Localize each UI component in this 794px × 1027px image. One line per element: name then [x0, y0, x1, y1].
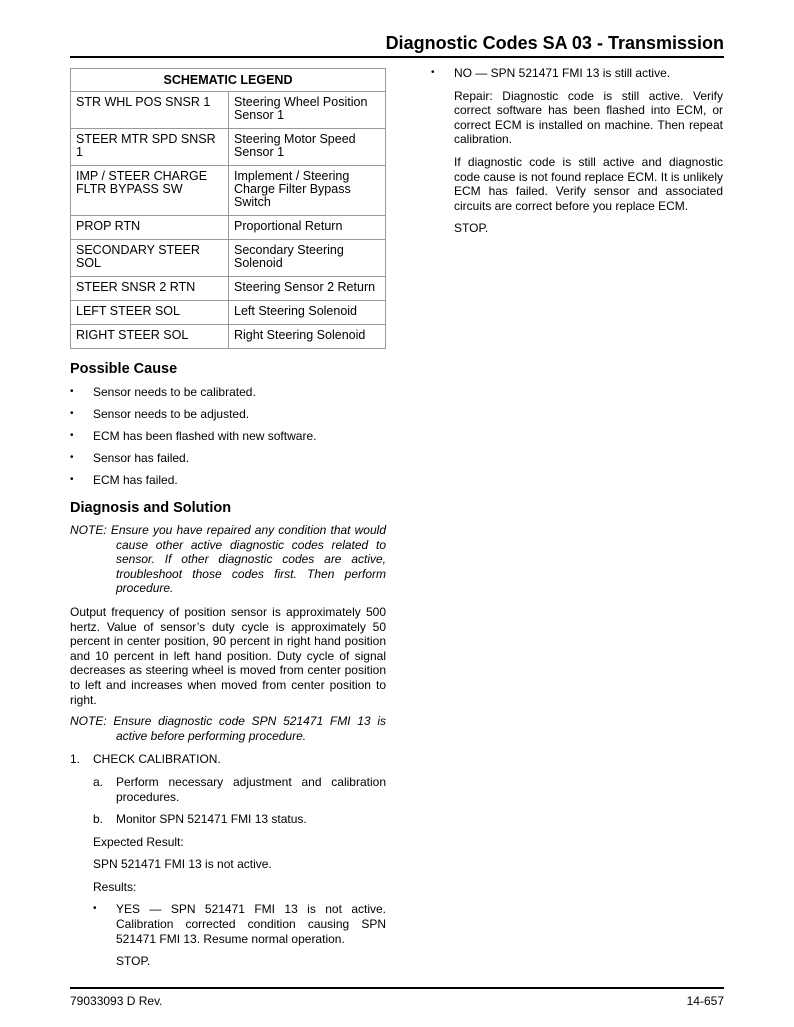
legend-code: SECONDARY STEER SOL	[71, 240, 229, 277]
footer-page-number: 14-657	[686, 994, 724, 1008]
substep-letter: a.	[93, 774, 104, 789]
bullet: •	[93, 903, 97, 915]
schematic-legend-table	[70, 68, 386, 349]
results-label: Results:	[93, 879, 137, 894]
legend-desc: Steering Wheel Position Sensor 1	[229, 92, 386, 129]
legend-desc: Steering Sensor 2 Return	[229, 277, 386, 301]
step-title: CHECK CALIBRATION.	[93, 752, 221, 767]
substep-letter: b.	[93, 812, 104, 827]
possible-cause-heading: Possible Cause	[70, 361, 178, 377]
list-item: • Sensor needs to be adjusted.	[70, 407, 386, 421]
table-row	[71, 166, 386, 216]
step-1	[70, 752, 386, 969]
table-row	[71, 325, 386, 349]
expected-result-text: SPN 521471 FMI 13 is not active.	[93, 857, 272, 872]
table-row	[71, 129, 386, 166]
legend-title: SCHEMATIC LEGEND	[71, 69, 386, 92]
result-yes-text: YES — SPN 521471 FMI 13 is not active. Calibration corrected condition causing SPN 521471 FMI 13. Resume normal operation.	[116, 902, 386, 946]
table-row	[71, 240, 386, 277]
legend-desc: Proportional Return	[229, 216, 386, 240]
list-item: • ECM has failed.	[70, 473, 386, 487]
result-no-text: NO — SPN 521471 FMI 13 is still active.	[454, 66, 671, 80]
table-row	[71, 92, 386, 129]
footer-doc-number: 79033093 D Rev.	[70, 994, 163, 1008]
step-1b	[93, 812, 386, 827]
legend-code: PROP RTN	[71, 216, 229, 240]
list-item: • Sensor needs to be calibrated.	[70, 385, 386, 399]
legend-code: STEER MTR SPD SNSR 1	[71, 129, 229, 166]
legend-code: IMP / STEER CHARGE FLTR BYPASS SW	[71, 166, 229, 216]
legend-desc: Steering Motor Speed Sensor 1	[229, 129, 386, 166]
table-row	[71, 277, 386, 301]
bullet: •	[431, 67, 435, 78]
substep-text: Perform necessary adjustment and calibration procedures.	[116, 774, 386, 804]
repair-paragraph: Repair: Diagnostic code is still active. Verify correct software has been flashed into ECM, or correct ECM is installed on machine. Then repeat calibration.	[454, 88, 723, 147]
diagnosis-heading: Diagnosis and Solution	[70, 500, 232, 516]
table-row	[71, 216, 386, 240]
page-header-title: Diagnostic Codes SA 03 - Transmission	[385, 33, 724, 53]
still-active-paragraph: If diagnostic code is still active and diagnostic code cause is not found replace ECM. It is unlikely ECM has failed. Verify sensor and associated circuits are correct before you replace ECM.	[454, 154, 723, 213]
result-no-stop: STOP.	[454, 221, 489, 236]
sensor-description-paragraph: Output frequency of position sensor is approximately 500 hertz. Value of sensor’s duty cycle is approximately 50 percent in center position, 90 percent in right hand position and 10 percent in left hand position. Duty cycle of signal decreases as steering wheel is moved from center position to left and increases when moved from center position to right.	[70, 604, 386, 707]
legend-desc: Right Steering Solenoid	[229, 325, 386, 349]
list-item: • Sensor has failed.	[70, 451, 386, 465]
header-rule	[70, 56, 724, 58]
list-item: • ECM has been flashed with new software.	[70, 429, 386, 443]
legend-desc: Left Steering Solenoid	[229, 301, 386, 325]
right-column	[431, 66, 723, 236]
result-yes	[93, 902, 386, 968]
legend-code: STR WHL POS SNSR 1	[71, 92, 229, 129]
legend-code: STEER SNSR 2 RTN	[71, 277, 229, 301]
step-number: 1.	[70, 752, 81, 767]
legend-code: RIGHT STEER SOL	[71, 325, 229, 349]
possible-cause-list	[70, 385, 386, 487]
result-yes-stop: STOP.	[116, 954, 151, 969]
legend-code: LEFT STEER SOL	[71, 301, 229, 325]
note-other-codes: NOTE: Ensure you have repaired any condition that would cause other active diagnostic codes related to sensor. If other diagnostic codes are active, troubleshoot those codes first. Then perform procedure.	[70, 523, 386, 596]
table-row	[71, 301, 386, 325]
left-column	[70, 68, 386, 969]
substep-text: Monitor SPN 521471 FMI 13 status.	[116, 812, 307, 827]
legend-desc: Secondary Steering Solenoid	[229, 240, 386, 277]
legend-desc: Implement / Steering Charge Filter Bypass Switch	[229, 166, 386, 216]
expected-result-label: Expected Result:	[93, 834, 184, 849]
step-1a	[93, 775, 386, 804]
footer-rule	[70, 987, 724, 989]
result-no	[431, 66, 723, 236]
note-active-code: NOTE: Ensure diagnostic code SPN 521471 FMI 13 is active before performing procedure.	[70, 714, 386, 743]
